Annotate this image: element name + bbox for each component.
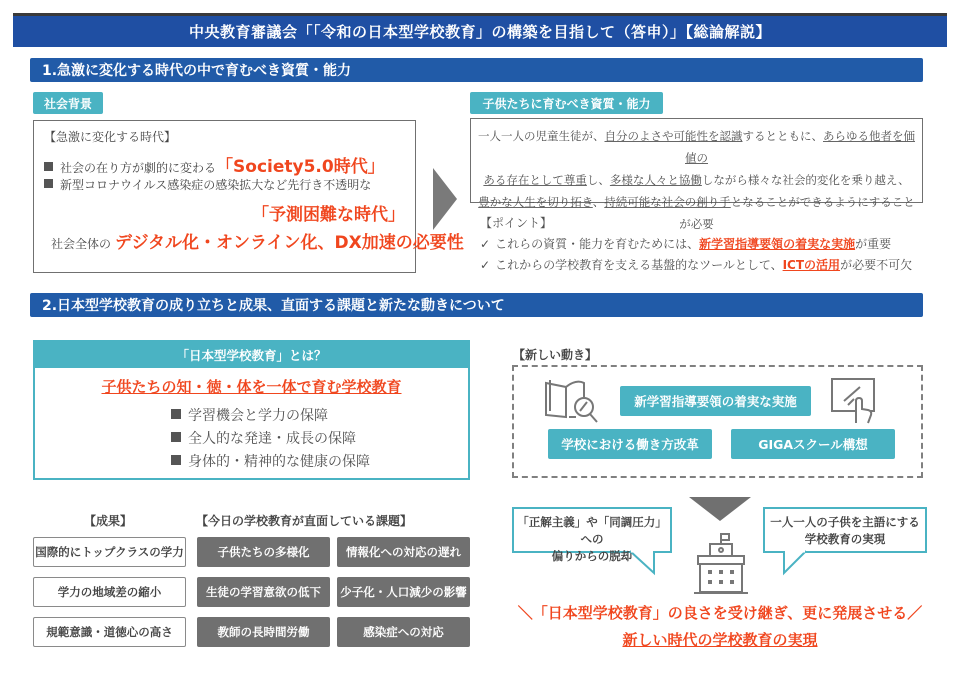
points-label: 【ポイント】 bbox=[480, 216, 553, 230]
issue-item: 教師の長時間労働 bbox=[197, 617, 330, 647]
results-label: 【成果】 bbox=[84, 514, 133, 528]
new-moves-label: 【新しい動き】 bbox=[513, 348, 598, 362]
issue-item: 情報化への対応の遅れ bbox=[337, 537, 470, 567]
highlight-text: 「予測困難な時代」 bbox=[252, 205, 405, 225]
highlight-text: 「Society5.0時代」 bbox=[216, 157, 385, 177]
square-bullet-icon bbox=[171, 455, 181, 465]
conclusion-headline: ＼「日本型学校教育」の良さを受け継ぎ、更に発展させる／ bbox=[517, 604, 923, 622]
social-background-tab: 社会背景 bbox=[33, 92, 103, 114]
japanese-school-education-box bbox=[33, 340, 470, 480]
issues-label: 【今日の学校教育が直面している課題】 bbox=[196, 514, 413, 528]
issue-item: 生徒の学習意欲の低下 bbox=[197, 577, 330, 607]
speech-bubble-tail-right-icon bbox=[780, 551, 810, 576]
background-item-highlight bbox=[44, 200, 405, 224]
square-bullet-icon bbox=[171, 409, 181, 419]
tablet-touch-icon bbox=[828, 375, 878, 425]
list-item: 全人的な発達・成長の保障 bbox=[171, 426, 468, 449]
square-bullet-icon bbox=[44, 179, 53, 188]
social-background-box bbox=[33, 120, 464, 273]
qualities-line-2: ある存在として尊重し、多様な人々と協働しながら様々な社会的変化を乗り越え、 bbox=[483, 173, 910, 187]
section-2-heading: 2.日本型学校教育の成り立ちと成果、直面する課題と新たな動きについて bbox=[30, 293, 923, 317]
result-item: 規範意識・道徳心の高さ bbox=[33, 617, 186, 647]
speech-bubble-left: 「正解主義」や「同調圧力」への 偏りからの脱却 bbox=[512, 507, 672, 553]
check-icon: ✓ bbox=[480, 236, 491, 251]
qualities-line-3: 豊かな人生を切り拓き、持続可能な社会の創り手となることができるようにすることが必要 bbox=[478, 195, 915, 231]
qualities-tab: 子供たちに育むべき資質・能力 bbox=[470, 92, 663, 114]
highlight-text: 新学習指導要領の着実な実施 bbox=[699, 237, 856, 251]
highlight-text: ICTの活用 bbox=[782, 258, 841, 272]
issue-item: 子供たちの多様化 bbox=[197, 537, 330, 567]
highlight-text: デジタル化・オンライン化、DX加速の必要性 bbox=[115, 233, 464, 253]
point-item: ✓ これらの資質・能力を育むためには、 新学習指導要領の着実な実施 が重要 bbox=[480, 236, 892, 251]
speech-bubble-right: 一人一人の子供を主語にする 学校教育の実現 bbox=[763, 507, 927, 553]
arrow-right-icon bbox=[433, 168, 457, 230]
list-item: 身体的・精神的な健康の保障 bbox=[171, 449, 468, 472]
conclusion-subheadline: 新しい時代の学校教育の実現 bbox=[622, 631, 818, 649]
list-item: 学習機会と学力の保障 bbox=[171, 403, 468, 426]
point-item: ✓ これからの学校教育を支える基盤的なツールとして、 ICTの活用 が必要不可欠 bbox=[480, 257, 913, 272]
background-item: 新型コロナウイルス感染症の感染拡大など先行き不透明な bbox=[44, 176, 405, 200]
points-block bbox=[480, 212, 930, 275]
check-icon: ✓ bbox=[480, 257, 491, 272]
background-item: 社会の在り方が劇的に変わる 「Society5.0時代」 bbox=[44, 152, 405, 176]
square-bullet-icon bbox=[44, 162, 53, 171]
result-item: 学力の地域差の縮小 bbox=[33, 577, 186, 607]
qualities-line-1: 一人一人の児童生徒が、自分のよさや可能性を認識するとともに、あらゆる他者を価値の bbox=[478, 129, 915, 165]
nihon-list bbox=[171, 403, 468, 472]
arrow-down-icon bbox=[689, 497, 751, 521]
speech-bubble-tail-left-icon bbox=[630, 551, 660, 576]
background-item: 社会全体の デジタル化・オンライン化、DX加速の必要性 bbox=[44, 228, 405, 252]
issue-item: 感染症への対応 bbox=[337, 617, 470, 647]
new-curriculum-implementation-button: 新学習指導要領の着実な実施 bbox=[620, 386, 811, 416]
background-intro: 【急激に変化する時代】 bbox=[44, 130, 177, 144]
school-building-icon bbox=[686, 530, 756, 600]
section-1-heading: 1.急激に変化する時代の中で育むべき資質・能力 bbox=[30, 58, 923, 82]
work-style-reform-button: 学校における働き方改革 bbox=[548, 429, 712, 459]
nihon-box-header: 「日本型学校教育」とは？ bbox=[35, 342, 468, 368]
giga-school-button: GIGAスクール構想 bbox=[731, 429, 895, 459]
book-search-icon bbox=[542, 375, 602, 425]
square-bullet-icon bbox=[171, 432, 181, 442]
result-item: 国際的にトップクラスの学力 bbox=[33, 537, 186, 567]
page-title: 中央教育審議会「「令和の日本型学校教育」の構築を目指して（答申）」【総論解説】 bbox=[13, 13, 947, 47]
issue-item: 少子化・人口減少の影響 bbox=[337, 577, 470, 607]
nihon-box-subtitle: 子供たちの知・徳・体を一体で育む学校教育 bbox=[101, 378, 402, 396]
